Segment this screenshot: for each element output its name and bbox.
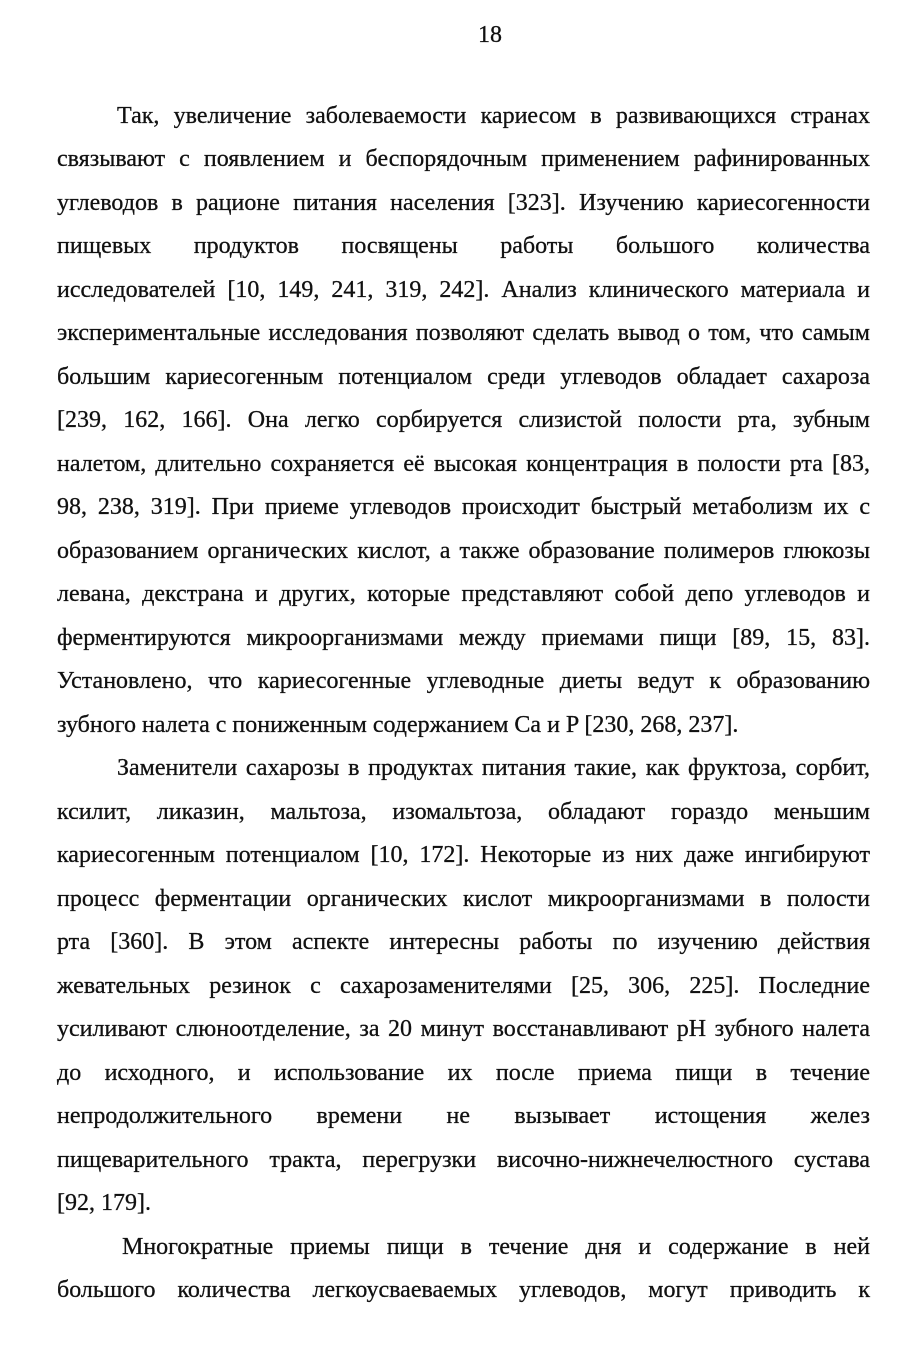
paragraph — [57, 747, 870, 1225]
page-number: 18 — [478, 22, 502, 48]
text-line: экспериментальные исследования позволяют сделать вывод о том, что самым — [57, 320, 870, 347]
text-line: исследователей [10, 149, 241, 319, 242]. Анализ клинического материала и — [57, 276, 870, 303]
text-line: большим кариесогенным потенциалом среди углеводов обладает сахароза — [57, 363, 870, 390]
text-line: усиливают слюноотделение, за 20 минут восстанавливают pH зубного налета — [57, 1016, 870, 1043]
text-line: Многократные приемы пищи в течение дня и содержание в ней — [122, 1233, 870, 1260]
text-line: до исходного, и использование их после приема пищи в течение — [57, 1059, 870, 1086]
paragraph — [57, 1226, 870, 1313]
text-line: 98, 238, 319]. При приеме углеводов происходит быстрый метаболизм их с — [57, 494, 870, 521]
text-line: левана, декстрана и других, которые представляют собой депо углеводов и — [57, 581, 870, 608]
text-line: кариесогенным потенциалом [10, 172]. Некоторые из них даже ингибируют — [57, 842, 870, 869]
text-line: рта [360]. В этом аспекте интересны работы по изучению действия — [57, 929, 870, 956]
text-line: Так, увеличение заболеваемости кариесом в развивающихся странах — [117, 103, 870, 129]
text-line: налетом, длительно сохраняется её высокая концентрация в полости рта [83, — [57, 450, 870, 477]
text-line: ксилит, ликазин, мальтоза, изомальтоза, обладают гораздо меньшим — [57, 798, 870, 825]
paragraph — [57, 95, 870, 747]
text-line: зубного налета с пониженным содержанием Ca и P [230, 268, 237]. — [57, 711, 739, 738]
text-line: Заменители сахарозы в продуктах питания такие, как фруктоза, сорбит, — [117, 755, 870, 782]
text-line: [92, 179]. — [57, 1190, 151, 1217]
body-text — [57, 95, 870, 1313]
text-line: непродолжительного времени не вызывает истощения желез — [57, 1103, 870, 1130]
text-line: пищеварительного тракта, перегрузки височно-нижнечелюстного сустава — [57, 1146, 870, 1173]
text-line: Установлено, что кариесогенные углеводные диеты ведут к образованию — [57, 668, 870, 695]
text-line: пищевых продуктов посвящены работы большого количества — [57, 233, 870, 260]
text-line: процесс ферментации органических кислот микроорганизмами в полости — [57, 885, 870, 912]
text-line: жевательных резинок с сахарозаменителями [25, 306, 225]. Последние — [57, 972, 870, 999]
text-line: [239, 162, 166]. Она легко сорбируется слизистой полости рта, зубным — [57, 407, 870, 434]
text-line: углеводов в рационе питания населения [323]. Изучению кариесогенности — [57, 189, 870, 216]
text-line: связывают с появлением и беспорядочным применением рафинированных — [57, 146, 870, 173]
text-line: ферментируются микроорганизмами между приемами пищи [89, 15, 83]. — [57, 624, 870, 651]
text-line: образованием органических кислот, а также образование полимеров глюкозы — [57, 537, 870, 564]
text-line: большого количества легкоусваеваемых углеводов, могут приводить к — [57, 1277, 870, 1304]
